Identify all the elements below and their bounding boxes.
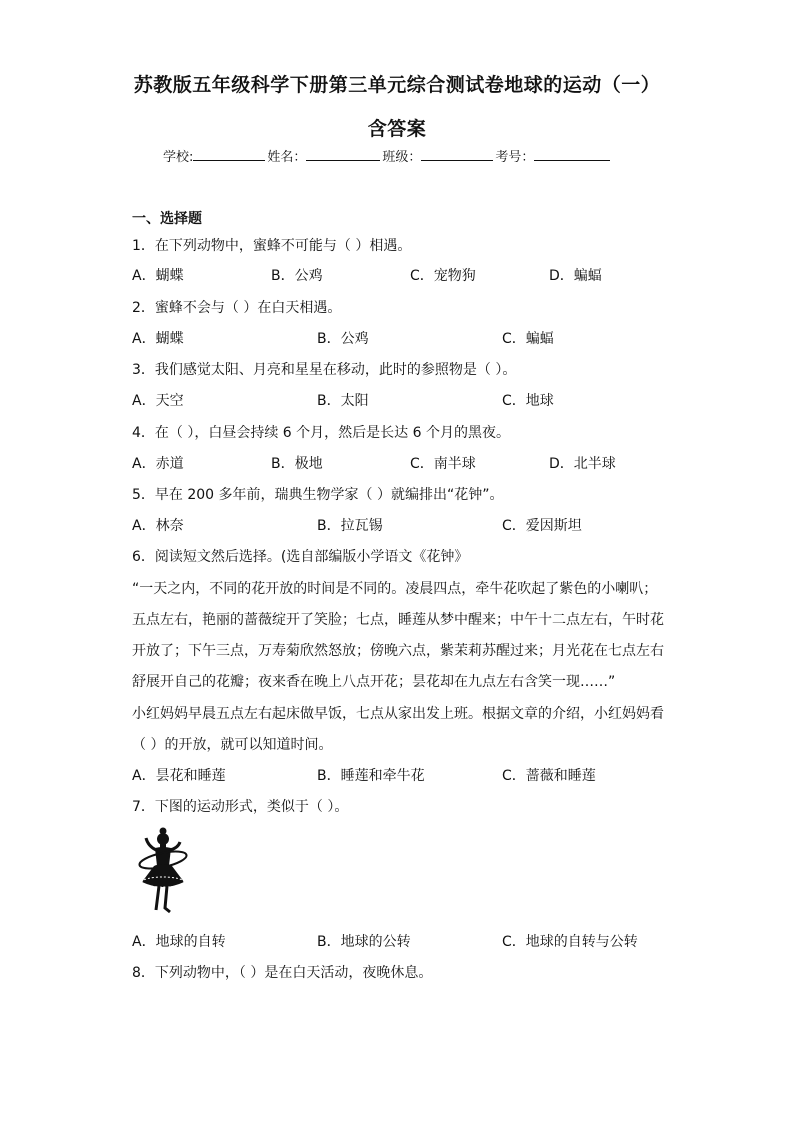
q6-option-a[interactable]: A．昙花和睡莲: [132, 768, 226, 784]
q5-option-c[interactable]: C．爱因斯坦: [502, 518, 582, 534]
q6-passage-line: 舒展开自己的花瓣；夜来香在晚上八点开花；昙花却在九点左右含笑一现……”: [132, 674, 616, 690]
q2-option-a[interactable]: A．蝴蝶: [132, 331, 184, 347]
question-7-stem: 7．下图的运动形式，类似于（ ）。: [132, 799, 349, 815]
q1-option-a[interactable]: A．蝴蝶: [132, 268, 184, 284]
q6-passage-line: “一天之内，不同的花开放的时间是不同的。凌晨四点，牵牛花吹起了紫色的小喇叭；: [132, 581, 658, 597]
q5-option-b[interactable]: B．拉瓦锡: [317, 518, 383, 534]
q6-question-line: 小红妈妈早晨五点左右起床做早饭，七点从家出发上班。根据文章的介绍，小红妈妈看: [132, 706, 664, 722]
question-3-stem: 3．我们感觉太阳、月亮和星星在移动，此时的参照物是（ ）。: [132, 362, 517, 378]
q3-option-b[interactable]: B．太阳: [317, 393, 369, 409]
name-label: 姓名：: [267, 150, 307, 165]
q2-option-c[interactable]: C．蝙蝠: [502, 331, 554, 347]
q5-option-a[interactable]: A．林奈: [132, 518, 184, 534]
question-4-stem: 4．在（ ），白昼会持续 6 个月，然后是长达 6 个月的黑夜。: [132, 425, 510, 441]
class-blank[interactable]: [421, 148, 493, 161]
question-8-stem: 8．下列动物中，（ ）是在白天活动，夜晚休息。: [132, 965, 433, 981]
q4-option-c[interactable]: C．南半球: [410, 456, 476, 472]
q7-option-a[interactable]: A．地球的自转: [132, 934, 226, 950]
q7-option-c[interactable]: C．地球的自转与公转: [502, 934, 638, 950]
exam-title-continued: 含答案: [367, 118, 427, 140]
student-info-row: [163, 146, 612, 165]
exam-title: 苏教版五年级科学下册第三单元综合测试卷地球的运动（一）: [133, 74, 661, 96]
question-1-stem: 1．在下列动物中，蜜蜂不可能与（ ）相遇。: [132, 238, 412, 254]
school-label: 学校:: [163, 150, 194, 165]
q6-passage-line: 五点左右，艳丽的蔷薇绽开了笑脸；七点，睡莲从梦中醒来；中午十二点左右，午时花: [132, 612, 664, 628]
q4-option-a[interactable]: A．赤道: [132, 456, 184, 472]
q1-option-d[interactable]: D．蝙蝠: [549, 268, 602, 284]
q7-option-b[interactable]: B．地球的公转: [317, 934, 411, 950]
class-label: 班级：: [382, 150, 422, 165]
question-6-stem: 6．阅读短文然后选择。(选自部编版小学语文《花钟》: [132, 549, 469, 565]
q2-option-b[interactable]: B．公鸡: [317, 331, 369, 347]
exam-no-label: 考号：: [495, 150, 535, 165]
school-blank[interactable]: [193, 148, 265, 161]
section-heading: 一、选择题: [132, 211, 202, 227]
question-2-stem: 2．蜜蜂不会与（ ）在白天相遇。: [132, 300, 342, 316]
q6-passage-line: 开放了；下午三点，万寿菊欣然怒放；傍晚六点，紫茉莉苏醒过来；月光花在七点左右: [132, 643, 664, 659]
q4-option-d[interactable]: D．北半球: [549, 456, 616, 472]
question-5-stem: 5．早在 200 多年前，瑞典生物学家（ ）就编排出“花钟”。: [132, 487, 504, 503]
q1-option-c[interactable]: C．宠物狗: [410, 268, 476, 284]
q3-option-c[interactable]: C．地球: [502, 393, 554, 409]
q6-option-b[interactable]: B．睡莲和牵牛花: [317, 768, 425, 784]
name-blank[interactable]: [306, 148, 380, 161]
q6-question-line: （ ）的开放，就可以知道时间。: [132, 737, 333, 753]
q6-option-c[interactable]: C．蔷薇和睡莲: [502, 768, 596, 784]
exam-no-blank[interactable]: [534, 148, 610, 161]
hula-hoop-dancer-icon: [134, 826, 198, 914]
q4-option-b[interactable]: B．极地: [271, 456, 323, 472]
q3-option-a[interactable]: A．天空: [132, 393, 184, 409]
q1-option-b[interactable]: B．公鸡: [271, 268, 323, 284]
